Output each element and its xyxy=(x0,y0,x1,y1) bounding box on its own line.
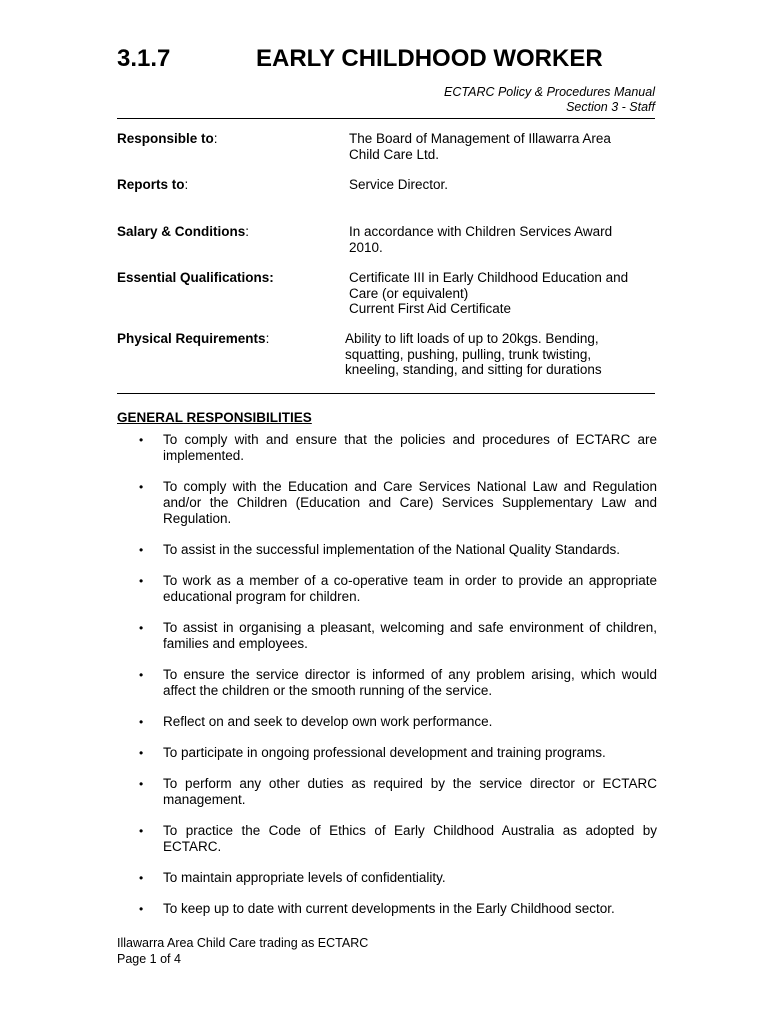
top-divider xyxy=(117,118,655,119)
bullet: • xyxy=(139,871,144,885)
list-item: • To practice the Code of Ethics of Early Childhood Australia as adopted by ECTARC. xyxy=(139,823,657,854)
manual-name: ECTARC Policy & Procedures Manual xyxy=(444,85,655,99)
bullet: • xyxy=(139,543,144,557)
info-value: Service Director. xyxy=(349,177,449,192)
list-item: • To work as a member of a co-operative team in order to provide an appropriate educational program for children. xyxy=(139,573,657,604)
section-heading: GENERAL RESPONSIBILITIES xyxy=(117,410,312,425)
footer-organisation: Illawarra Area Child Care trading as ECTARC xyxy=(117,936,369,950)
list-item: • To assist in the successful implementation of the National Quality Standards. xyxy=(139,542,620,557)
bottom-divider xyxy=(117,393,655,394)
info-label: Essential Qualifications: xyxy=(117,270,274,285)
bullet: • xyxy=(139,902,144,916)
bullet: • xyxy=(139,480,144,494)
bullet: • xyxy=(139,746,144,760)
list-item: • Reflect on and seek to develop own work performance. xyxy=(139,714,493,729)
info-value: Certificate III in Early Childhood Education and Care (or equivalent) Current First Aid Certificate xyxy=(349,270,629,316)
bullet: • xyxy=(139,621,144,635)
info-label: Responsible to: xyxy=(117,131,218,146)
bullet: • xyxy=(139,668,144,682)
list-item: • To maintain appropriate levels of confidentiality. xyxy=(139,870,446,885)
list-item: • To comply with the Education and Care Services National Law and Regulation and/or the Children (Education and Care) Services Supplementary Law and Regulation. xyxy=(139,479,657,526)
bullet: • xyxy=(139,824,144,838)
info-value: Ability to lift loads of up to 20kgs. Bending, squatting, pushing, pulling, trunk twisting, kneeling, standing, and sitting for durations xyxy=(345,331,602,377)
bullet: • xyxy=(139,777,144,791)
info-label: Reports to: xyxy=(117,177,189,192)
info-label: Physical Requirements: xyxy=(117,331,270,346)
bullet: • xyxy=(139,433,144,447)
bullet: • xyxy=(139,715,144,729)
page-number: Page 1 of 4 xyxy=(117,952,181,966)
page-footer xyxy=(117,935,368,967)
list-item: • To perform any other duties as required by the service director or ECTARC management. xyxy=(139,776,657,807)
manual-header xyxy=(335,85,655,115)
info-value: In accordance with Children Services Award 2010. xyxy=(349,224,613,255)
list-item: • To assist in organising a pleasant, welcoming and safe environment of children, families and employees. xyxy=(139,620,657,651)
section-number: 3.1.7 xyxy=(117,45,171,72)
list-item: • To ensure the service director is informed of any problem arising, which would affect the children or the smooth running of the service. xyxy=(139,667,657,698)
document-title xyxy=(117,44,677,74)
info-label: Salary & Conditions: xyxy=(117,224,250,239)
list-item: • To comply with and ensure that the policies and procedures of ECTARC are implemented. xyxy=(139,432,657,463)
manual-section: Section 3 - Staff xyxy=(566,100,655,114)
info-value: The Board of Management of Illawarra Area Child Care Ltd. xyxy=(349,131,611,162)
responsibilities-list xyxy=(117,432,657,932)
page-title: EARLY CHILDHOOD WORKER xyxy=(256,45,603,72)
list-item: • To keep up to date with current developments in the Early Childhood sector. xyxy=(139,901,615,916)
bullet: • xyxy=(139,574,144,588)
list-item: • To participate in ongoing professional development and training programs. xyxy=(139,745,606,760)
